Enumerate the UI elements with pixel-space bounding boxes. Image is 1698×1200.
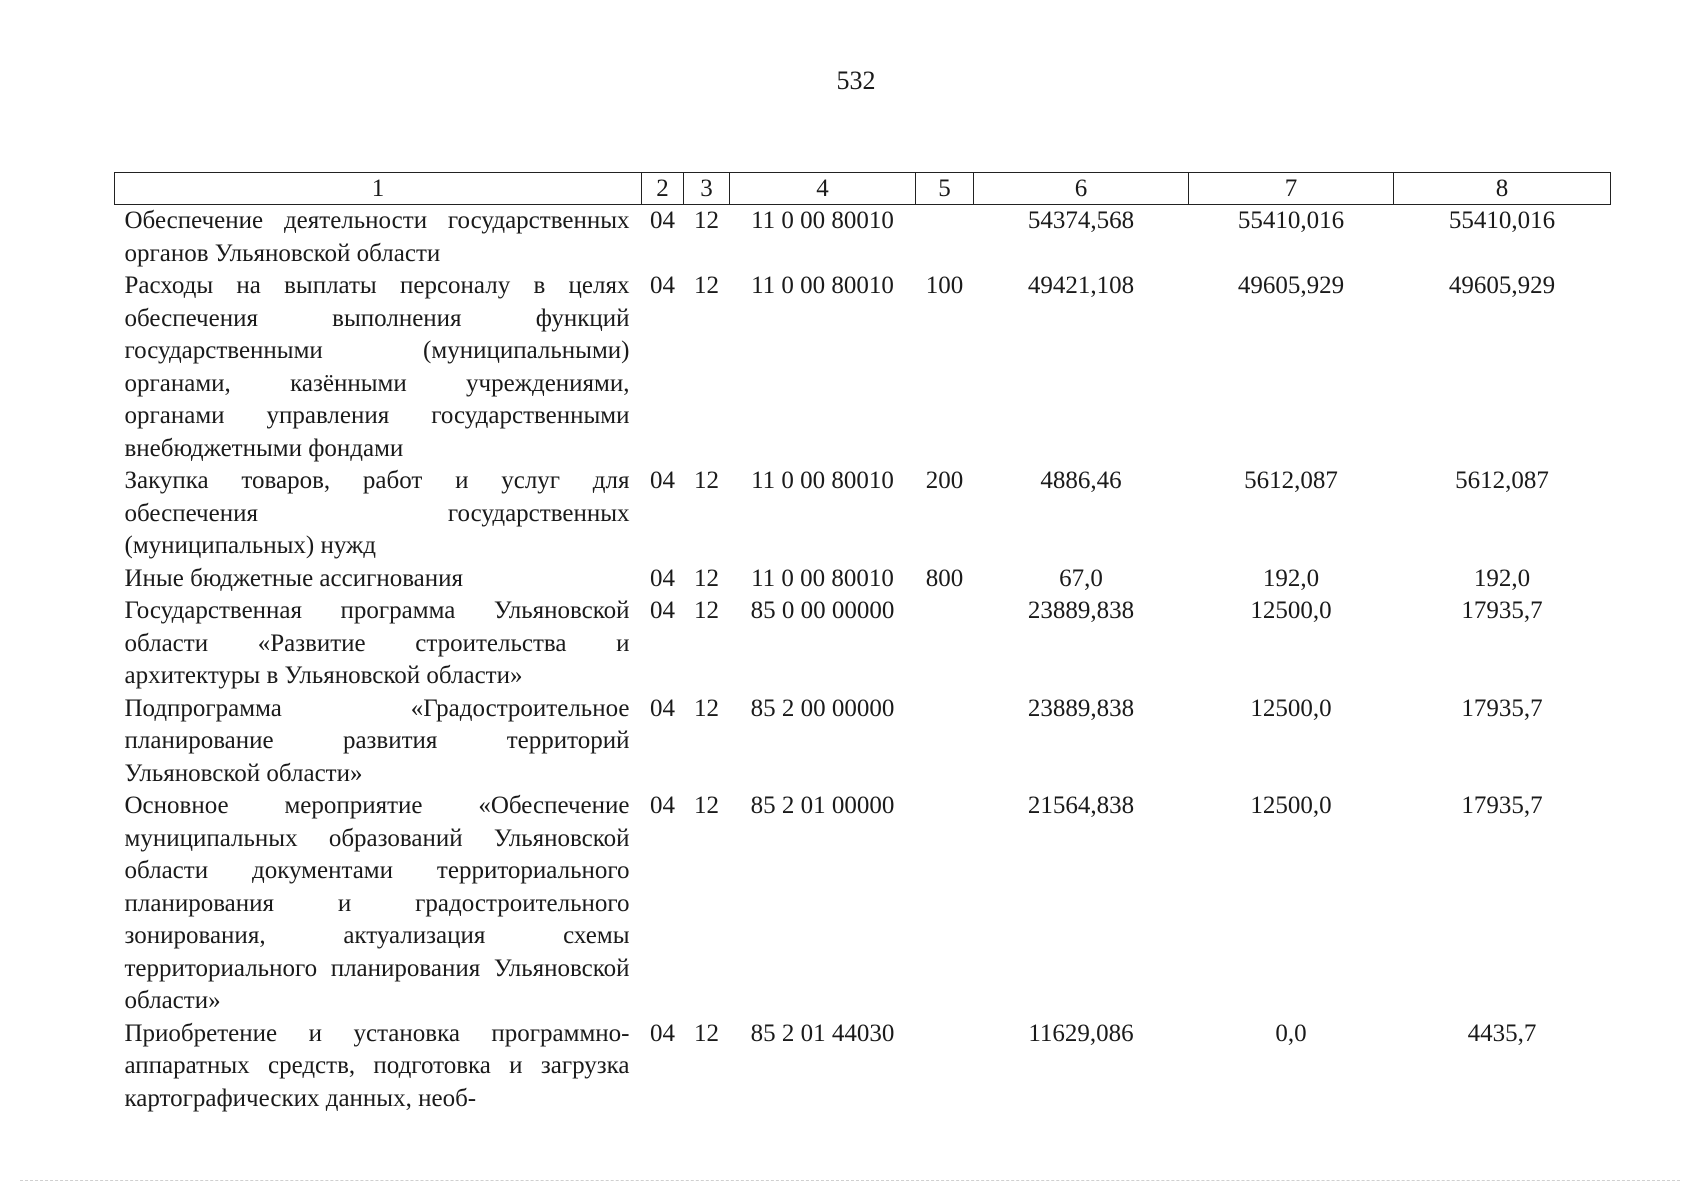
table-row <box>115 465 1611 563</box>
row-col-3: 12 <box>694 792 719 819</box>
table-row <box>115 563 1611 596</box>
row-col-8: 49605,929 <box>1448 272 1556 299</box>
row-col-3: 12 <box>694 207 719 234</box>
row-col-5: 800 <box>925 564 964 592</box>
row-col-6: 11629,086 <box>1028 1019 1134 1047</box>
row-col-4: 85 2 00 00000 <box>750 694 895 722</box>
row-col-2: 04 <box>650 467 675 494</box>
row-col-2: 04 <box>650 564 675 592</box>
row-col-7: 49605,929 <box>1237 272 1345 299</box>
row-name: Обеспечение деятельности государственных органов Ульяновской области <box>124 207 630 267</box>
row-col-4: 11 0 00 80010 <box>751 272 894 299</box>
row-name: Приобретение и установка программно-аппаратных средств, подготовка и загрузка картографических данных, необ- <box>124 1019 630 1112</box>
row-name: Основное мероприятие «Обеспечение муниципальных образований Ульяновской области документами территориального планирования и градостроительного зонирования, актуализация схемы территориального планирования Ульяновской области» <box>124 792 630 1014</box>
row-col-6: 23889,838 <box>1027 597 1135 624</box>
row-col-5 <box>916 1018 974 1116</box>
row-col-7: 55410,016 <box>1237 207 1345 234</box>
row-col-8: 17935,7 <box>1461 694 1543 722</box>
row-col-5: 200 <box>925 467 964 494</box>
row-name: Подпрограмма «Градостроительное планирование развития территорий Ульяновской области» <box>124 694 630 787</box>
row-col-7: 12500,0 <box>1250 694 1332 722</box>
row-col-8: 17935,7 <box>1461 597 1543 624</box>
row-col-6: 23889,838 <box>1027 694 1135 722</box>
row-col-3: 12 <box>694 272 719 299</box>
header-col-4: 4 <box>730 173 916 205</box>
row-col-3: 12 <box>694 1019 719 1047</box>
header-row <box>115 173 1611 205</box>
row-col-7: 5612,087 <box>1244 467 1338 494</box>
budget-table <box>114 172 1611 1115</box>
row-col-2: 04 <box>650 792 675 819</box>
row-col-8: 4435,7 <box>1467 1019 1537 1047</box>
row-col-7: 12500,0 <box>1250 792 1332 819</box>
header-col-6: 6 <box>974 173 1189 205</box>
row-col-5 <box>916 595 974 693</box>
row-col-7: 192,0 <box>1262 564 1320 592</box>
row-col-4: 11 0 00 80010 <box>751 564 894 592</box>
row-col-7: 12500,0 <box>1250 597 1332 624</box>
row-col-4: 85 2 01 44030 <box>750 1019 895 1047</box>
row-col-4: 11 0 00 80010 <box>751 207 894 234</box>
row-col-3: 12 <box>694 564 719 592</box>
header-col-5: 5 <box>916 173 974 205</box>
row-col-2: 04 <box>650 272 675 299</box>
row-col-5 <box>916 790 974 1018</box>
row-col-2: 04 <box>650 694 675 722</box>
row-name: Государственная программа Ульяновской области «Развитие строительства и архитектуры в Ульяновской области» <box>124 597 630 689</box>
header-col-3: 3 <box>684 173 730 205</box>
header-col-7: 7 <box>1189 173 1394 205</box>
table-row <box>115 595 1611 693</box>
row-col-8: 17935,7 <box>1461 792 1543 819</box>
table-row <box>115 790 1611 1018</box>
table-row <box>115 270 1611 465</box>
row-col-6: 4886,46 <box>1040 467 1122 494</box>
row-col-3: 12 <box>694 597 719 624</box>
row-col-5 <box>916 693 974 791</box>
header-col-8: 8 <box>1394 173 1611 205</box>
row-col-8: 5612,087 <box>1455 467 1549 494</box>
row-col-6: 54374,568 <box>1027 207 1135 234</box>
row-col-4: 11 0 00 80010 <box>751 467 894 494</box>
row-col-5: 100 <box>925 272 964 299</box>
row-col-3: 12 <box>694 694 719 722</box>
row-name: Иные бюджетные ассигнования <box>124 564 464 592</box>
row-name: Расходы на выплаты персоналу в целях обеспечения выполнения функций государственными (муниципальными) органами, казёнными учреждениями, органами управления государственными внебюджетными фондами <box>124 272 630 462</box>
row-col-3: 12 <box>694 467 719 494</box>
header-col-1: 1 <box>115 173 642 205</box>
row-col-6: 67,0 <box>1059 564 1103 592</box>
row-col-2: 04 <box>650 207 675 234</box>
row-col-8: 55410,016 <box>1448 207 1556 234</box>
row-col-6: 21564,838 <box>1027 792 1135 819</box>
row-name: Закупка товаров, работ и услуг для обеспечения государственных (муниципальных) нужд <box>124 467 630 559</box>
row-col-6: 49421,108 <box>1027 272 1135 299</box>
table-row <box>115 1018 1611 1116</box>
table-row <box>115 693 1611 791</box>
page-number: 532 <box>836 66 876 95</box>
row-col-7: 0,0 <box>1275 1019 1307 1047</box>
row-col-2: 04 <box>650 1019 675 1047</box>
row-col-5 <box>916 205 974 271</box>
scan-artifact-line <box>20 1180 1680 1181</box>
row-col-2: 04 <box>650 597 675 624</box>
row-col-4: 85 2 01 00000 <box>750 792 895 819</box>
row-col-8: 192,0 <box>1473 564 1531 592</box>
table-row <box>115 205 1611 271</box>
header-col-2: 2 <box>642 173 684 205</box>
row-col-4: 85 0 00 00000 <box>750 597 895 624</box>
